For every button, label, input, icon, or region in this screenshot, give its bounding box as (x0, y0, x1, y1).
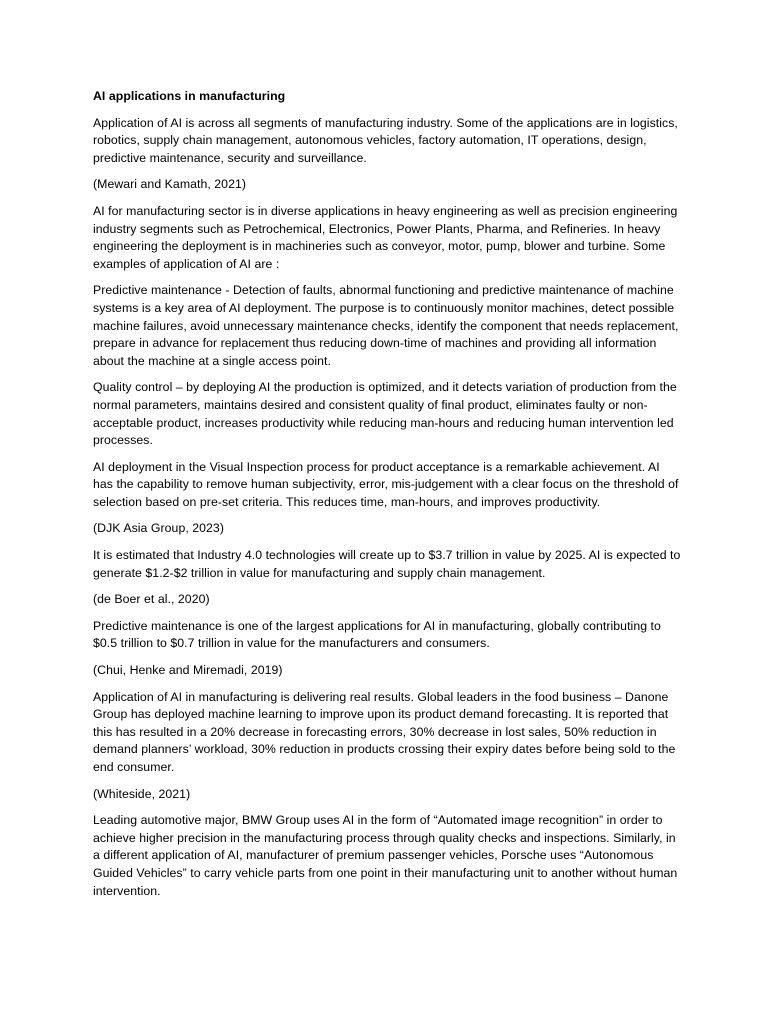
paragraph-predictive-maintenance-value: Predictive maintenance is one of the largest applications for AI in manufacturing, globally contributing to $0.5 trillion to $0.7 trillion in value for the manufacturers and consumers. (93, 618, 661, 651)
paragraph-danone-results: Application of AI in manufacturing is delivering real results. Global leaders in the food business – Danone Group has deployed machine learning to improve upon its product demand forecasting. It is reported that this has resulted in a 20% decrease in forecasting errors, 30% decrease in lost sales, 50% reduction in demand planners’ workload, 30% reduction in products crossing their expiry dates before being sold to the end consumer. (93, 689, 676, 774)
citation-whiteside: (Whiteside, 2021) (93, 786, 191, 801)
paragraph-industry-4-value: It is estimated that Industry 4.0 technologies will create up to $3.7 trillion in value by 2025. AI is expected to generate $1.2-$2 trillion in value for manufacturing and supply chain management. (93, 548, 681, 580)
paragraph-quality-control: Quality control – by deploying AI the production is optimized, and it detects variation of production from the normal parameters, maintains desired and consistent quality of final product, eliminates faulty or non-acceptable product, increases productivity while reducing man-hours and reducing human intervention led processes. (93, 380, 677, 448)
paragraph-ai-segments: Application of AI is across all segments of manufacturing industry. Some of the applications are in logistics, robotics, supply chain management, autonomous vehicles, factory automation, IT operations, design, predictive maintenance, security and surveillance. (93, 115, 678, 165)
citation-djk-asia: (DJK Asia Group, 2023) (93, 521, 224, 536)
citation-de-boer: (de Boer et al., 2020) (93, 592, 210, 607)
citation-mewari-kamath: (Mewari and Kamath, 2021) (93, 177, 246, 192)
document-body (93, 88, 681, 909)
paragraph-visual-inspection: AI deployment in the Visual Inspection process for product acceptance is a remarkable achievement. AI has the capability to remove human subjectivity, error, mis-judgement with a clear focus on the threshold of selection based on pre-set criteria. This reduces time, man-hours, and improves productivity. (93, 459, 679, 509)
paragraph-sector-applications: AI for manufacturing sector is in diverse applications in heavy engineering as well as precision engineering industry segments such as Petrochemical, Electronics, Power Plants, Pharma, and Refineries. In heavy engineering the deployment is in machineries such as conveyor, motor, pump, blower and turbine. Some examples of application of AI are : (93, 203, 678, 271)
citation-chui-henke-miremadi: (Chui, Henke and Miremadi, 2019) (93, 663, 283, 678)
document-title: AI applications in manufacturing (93, 89, 286, 103)
paragraph-bmw-porsche: Leading automotive major, BMW Group uses AI in the form of “Automated image recognition” in order to achieve higher precision in the manufacturing process through quality checks and inspections. Similarly, in a different application of AI, manufacturer of premium passenger vehicles, Porsche uses “Autonomous Guided Vehicles” to carry vehicle parts from one point in their manufacturing unit to another without human intervention. (93, 813, 678, 898)
paragraph-predictive-maintenance: Predictive maintenance - Detection of faults, abnormal functioning and predictive maintenance of machine systems is a key area of AI deployment. The purpose is to continuously monitor machines, detect possible machine failures, avoid unnecessary maintenance checks, identify the component that needs replacement, prepare in advance for replacement thus reducing down-time of machines and providing all information about the machine at a single access point. (93, 283, 679, 368)
